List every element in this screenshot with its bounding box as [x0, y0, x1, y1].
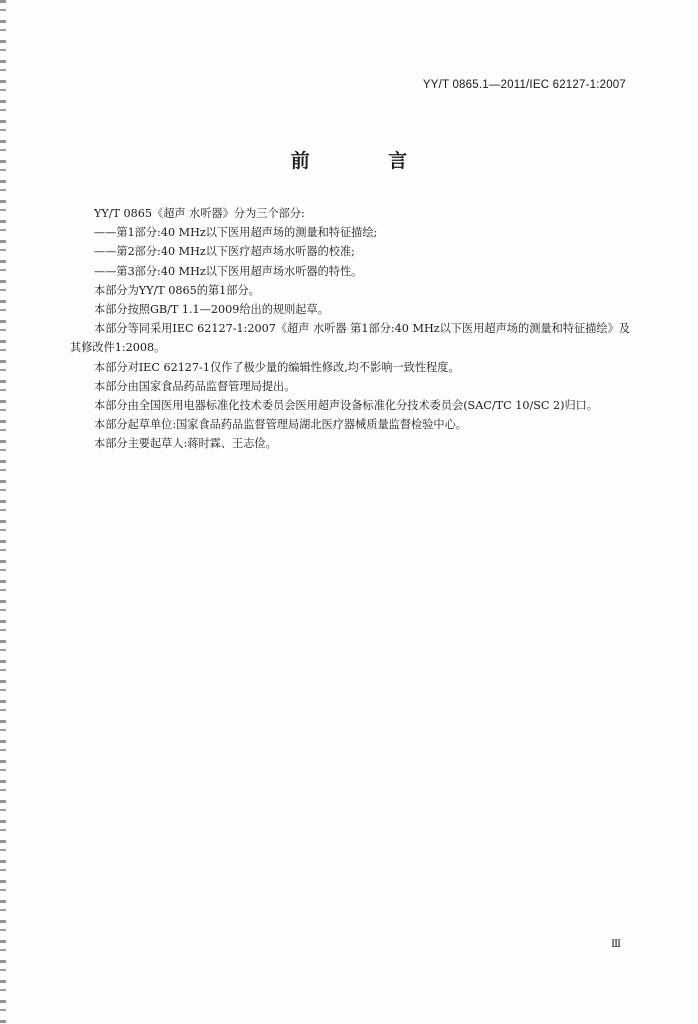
- standard-header: YY/T 0865.1—2011/IEC 62127-1:2007: [422, 79, 626, 91]
- paragraph: ——第3部分:40 MHz以下医用超声场水听器的特性。: [94, 264, 363, 278]
- paragraph: ——第2部分:40 MHz以下医疗超声场水听器的校准;: [94, 245, 355, 259]
- paragraph: 本部分由国家食品药品监督管理局提出。: [94, 379, 296, 393]
- paragraph: 本部分主要起草人:蒋时霖、王志俭。: [94, 437, 277, 451]
- paragraph: 本部分对IEC 62127-1仅作了极少量的编辑性修改,均不影响一致性程度。: [94, 360, 460, 374]
- paragraph: ——第1部分:40 MHz以下医用超声场的测量和特征描绘;: [94, 226, 378, 240]
- paragraph: YY/T 0865《超声 水听器》分为三个部分:: [94, 207, 305, 220]
- paragraph: 本部分起草单位:国家食品药品监督管理局湖北医疗器械质量监督检验中心。: [94, 418, 467, 432]
- paragraph: 本部分等同采用IEC 62127-1:2007《超声 水听器 第1部分:40 MHz以下医用超声场的测量和特征描绘》及其修改件1:2008。: [70, 322, 630, 355]
- page-title: 前 言: [290, 150, 444, 172]
- paragraph: 本部分按照GB/T 1.1—2009给出的规则起草。: [94, 303, 329, 317]
- page-number: Ⅲ: [611, 938, 622, 950]
- body-text: [70, 204, 630, 454]
- paragraph: 本部分由全国医用电器标准化技术委员会医用超声设备标准化分技术委员会(SAC/TC 10/SC 2)归口。: [94, 399, 599, 413]
- paragraph: 本部分为YY/T 0865的第1部分。: [94, 283, 260, 297]
